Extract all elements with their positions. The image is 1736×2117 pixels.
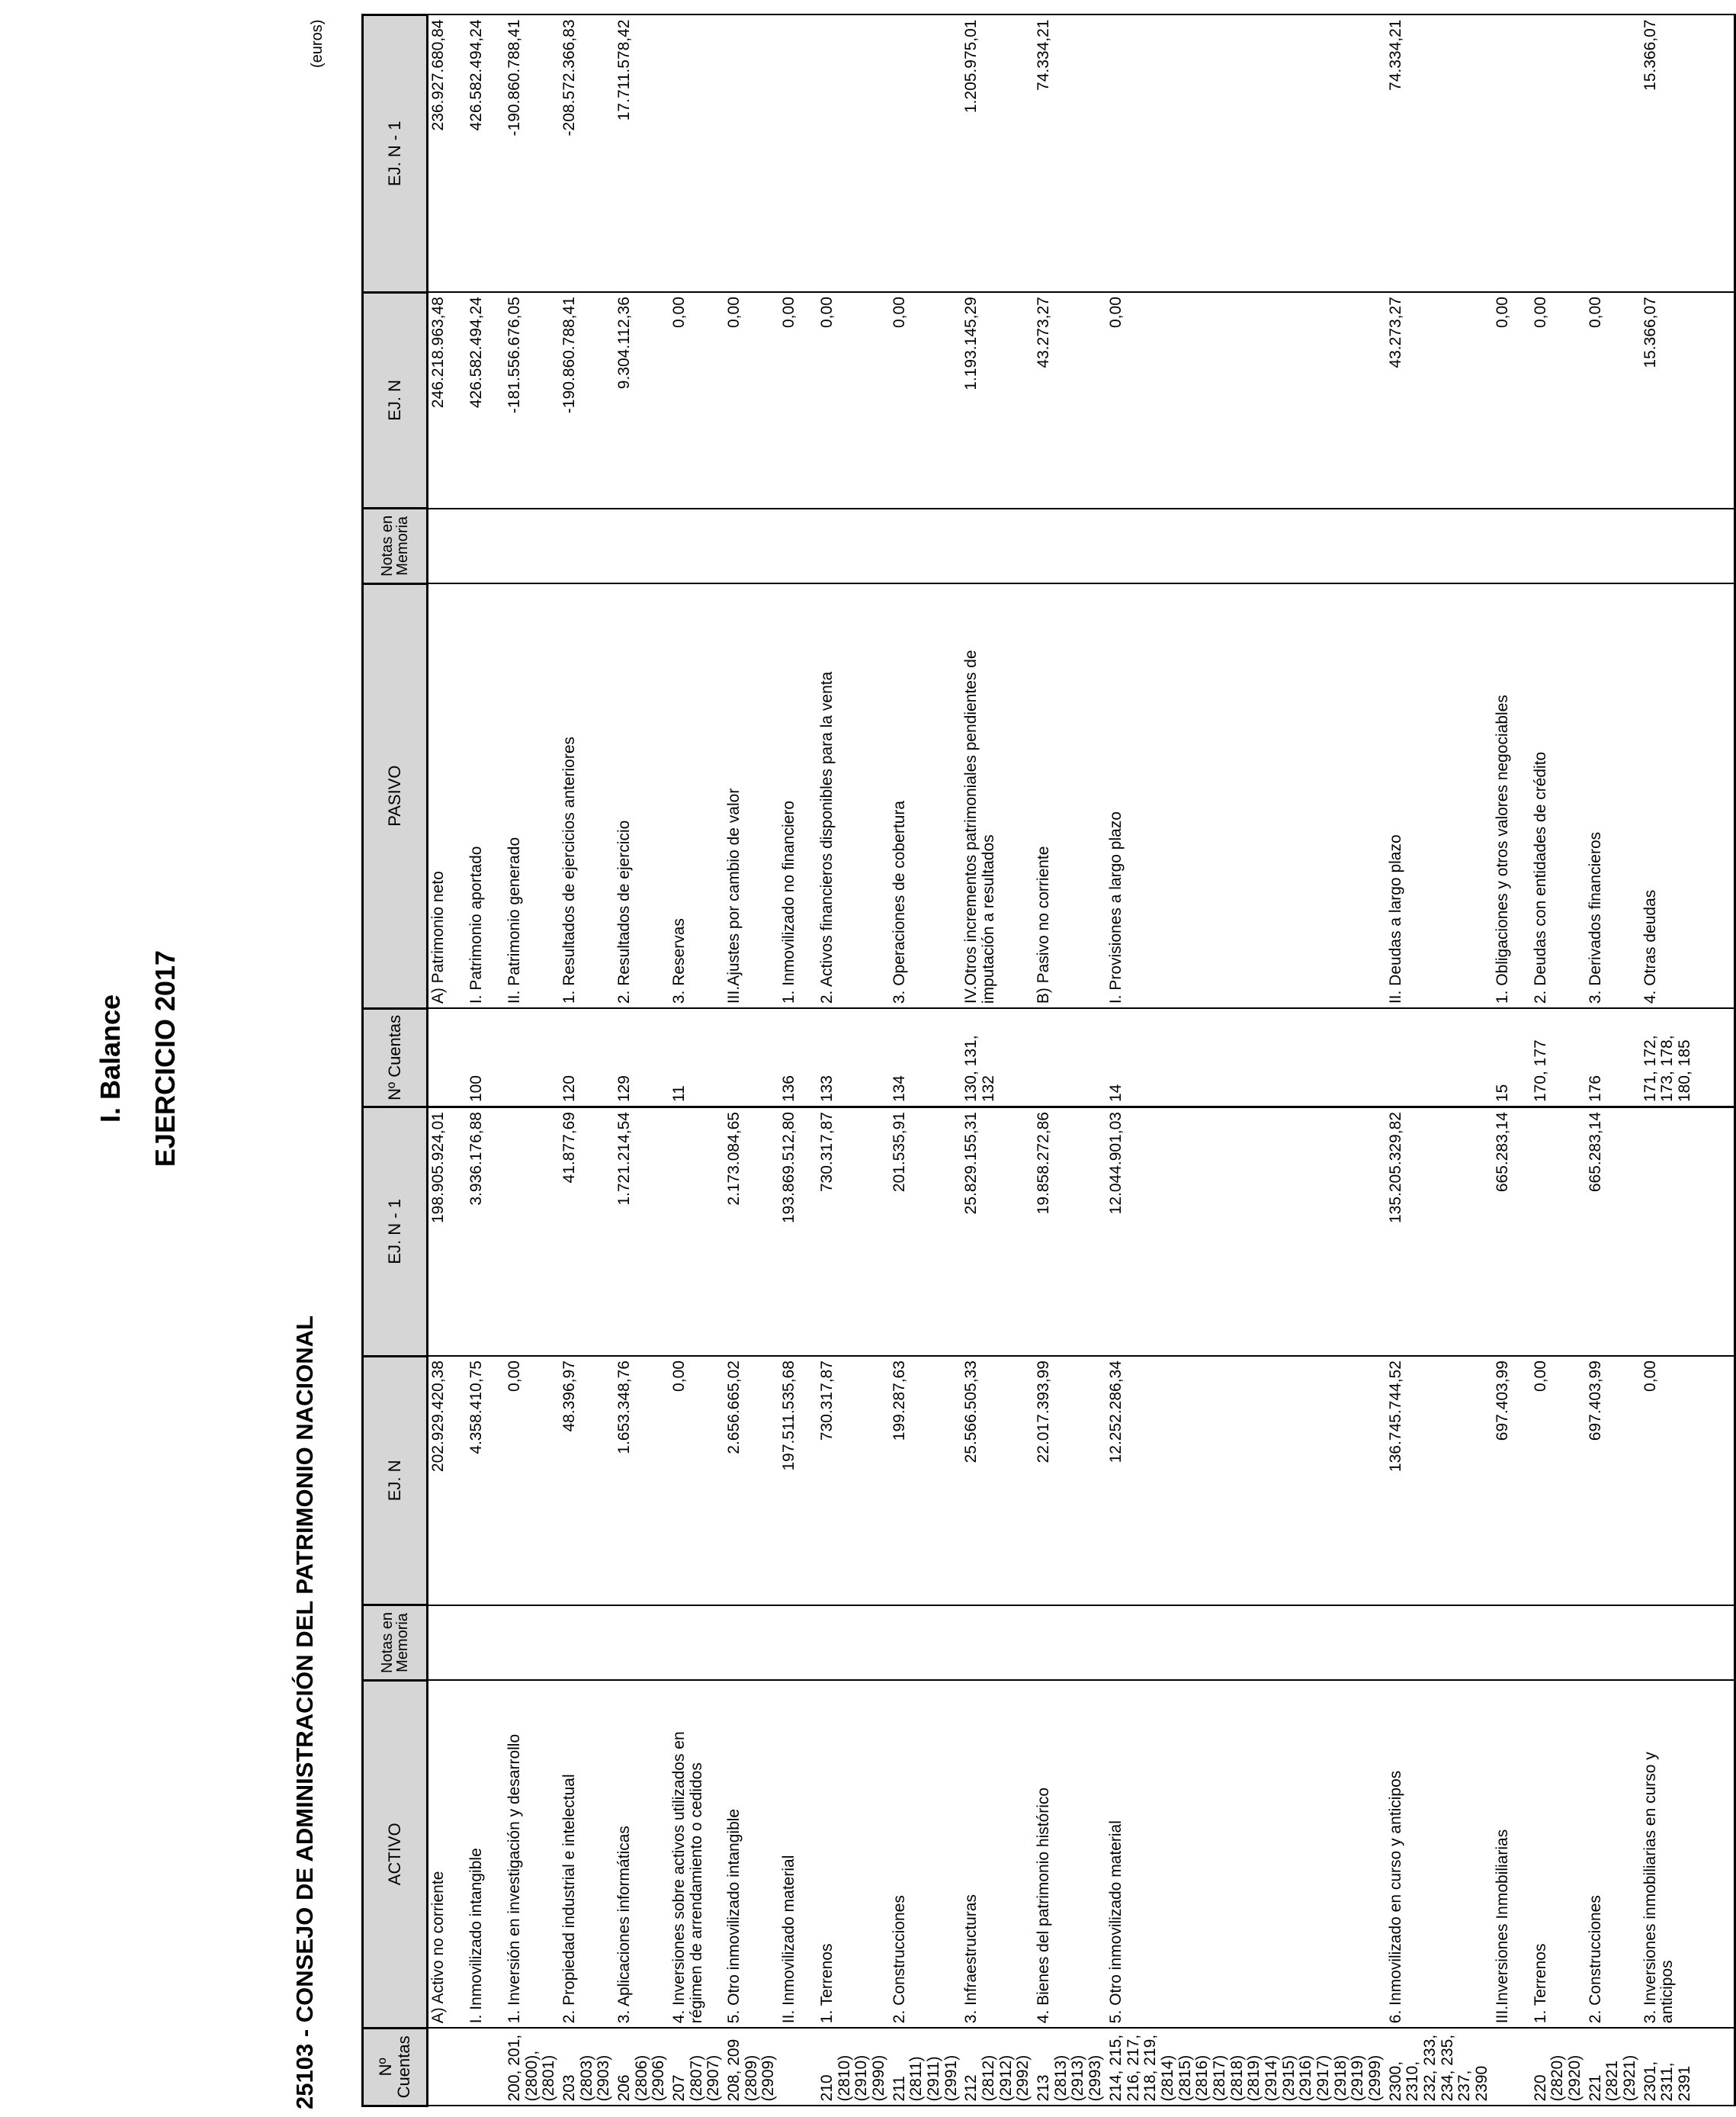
cell-activo-ej-n1: 19.858.272,86 [1034,1107,1106,1357]
table-row [724,15,779,2106]
cell-activo-label: 4. Bienes del patrimonio histórico [1034,1680,1106,2028]
cell-pasivo-cuentas: 15 [1493,1008,1531,1107]
cell-pasivo-ej-n: 246.218.963,48 [428,292,467,508]
cell-activo-notas [614,1605,669,1681]
cell-pasivo-label: 3. Reservas [669,583,724,1008]
cell-activo-label: 3. Infraestructuras [961,1680,1034,2028]
table-row [467,15,505,2106]
cell-activo-ej-n1: 41.877,69 [560,1107,614,1357]
cell-activo-ej-n: 136.745.744,52 [1386,1356,1493,1605]
cell-pasivo-notas [890,509,962,584]
report-subtitle: EJERCICIO 2017 [149,949,181,1168]
cell-pasivo-notas [560,509,614,584]
cell-pasivo-label: 3. Derivados financieros [1586,583,1641,1008]
cell-activo-label: 2. Construcciones [1586,1680,1641,2028]
cell-activo-cuentas: 203 (2803) (2903) [560,2028,614,2106]
cell-activo-notas [890,1605,962,1681]
cell-activo-cuentas: 214, 215, 216, 217, 218, 219, (2814) (2815) (2816) (2817) (2818) (2819) (2914) (2915) (2916) (2917) (2918) (2919) (2999) [1106,2028,1386,2106]
cell-pasivo-cuentas: 136 [779,1008,817,1107]
cell-activo-label: 6. Inmovilizado en curso y anticipos [1386,1680,1493,2028]
cell-pasivo-ej-n: 43.273,27 [1034,292,1106,508]
cell-activo-cuentas: 220 (2820) (2920) [1531,2028,1586,2106]
table-row [1106,15,1386,2106]
table-row [1586,15,1641,2106]
cell-activo-cuentas: 200, 201, (2800), (2801) [505,2028,560,2106]
cell-empty [1696,15,1735,293]
cell-pasivo-label: 1. Inmovilizado no financiero [779,583,817,1008]
cell-pasivo-cuentas: 129 [614,1008,669,1107]
cell-pasivo-notas [669,509,724,584]
header-pasivo-notas: Notas en Memoria [363,509,428,584]
cell-pasivo-ej-n1 [1493,15,1531,293]
cell-activo-cuentas [779,2028,817,2106]
cell-pasivo-ej-n1: 426.582.494,24 [467,15,505,293]
table-filler-row [1696,15,1735,2106]
cell-pasivo-cuentas [724,1008,779,1107]
cell-empty [1696,1107,1735,1357]
cell-pasivo-cuentas: 170, 177 [1531,1008,1586,1107]
cell-activo-ej-n1 [669,1107,724,1357]
header-activo-ej-n: EJ. N [363,1356,428,1605]
cell-activo-ej-n: 25.566.505,33 [961,1356,1034,1605]
cell-activo-ej-n: 202.929.420,38 [428,1356,467,1605]
cell-pasivo-ej-n1: -208.572.366,83 [560,15,614,293]
cell-pasivo-notas [1493,509,1531,584]
cell-pasivo-ej-n: 1.193.145,29 [961,292,1034,508]
cell-activo-ej-n: 2.656.665,02 [724,1356,779,1605]
cell-pasivo-label: 1. Obligaciones y otros valores negociables [1493,583,1531,1008]
cell-activo-cuentas: 221 (2821 (2921) [1586,2028,1641,2106]
cell-activo-ej-n: 197.511.535,68 [779,1356,817,1605]
cell-empty [1696,1605,1735,1681]
cell-pasivo-cuentas: 176 [1586,1008,1641,1107]
cell-activo-notas [1034,1605,1106,1681]
cell-activo-notas [1493,1605,1531,1681]
cell-pasivo-ej-n: 0,00 [1531,292,1586,508]
table-row [779,15,817,2106]
cell-activo-notas [817,1605,890,1681]
cell-pasivo-notas [1586,509,1641,584]
cell-pasivo-label: 2. Resultados de ejercicio [614,583,669,1008]
cell-pasivo-cuentas: 130, 131, 132 [961,1008,1034,1107]
table-row [505,15,560,2106]
cell-pasivo-label: 2. Activos financieros disponibles para la venta [817,583,890,1008]
cell-pasivo-ej-n1 [724,15,779,293]
cell-activo-ej-n1: 2.173.084,65 [724,1107,779,1357]
cell-activo-ej-n: 697.403,99 [1586,1356,1641,1605]
cell-activo-ej-n: 22.017.393,99 [1034,1356,1106,1605]
cell-activo-cuentas: 212 (2812) (2912) (2992) [961,2028,1034,2106]
cell-pasivo-cuentas: 11 [669,1008,724,1107]
cell-activo-ej-n1: 1.721.214,54 [614,1107,669,1357]
cell-activo-ej-n: 4.358.410,75 [467,1356,505,1605]
cell-activo-notas [1386,1605,1493,1681]
table-header-row [363,15,428,2106]
cell-activo-label: 1. Terrenos [1531,1680,1586,2028]
cell-pasivo-label: 3. Operaciones de cobertura [890,583,962,1008]
entity-name: 25103 - CONSEJO DE ADMINISTRACIÓN DEL PATRIMONIO NACIONAL [291,1315,318,2109]
cell-pasivo-label: IV.Otros incrementos patrimoniales pendientes de imputación a resultados [961,583,1034,1008]
cell-activo-ej-n1: 12.044.901,03 [1106,1107,1386,1357]
cell-activo-notas [505,1605,560,1681]
table-row [961,15,1034,2106]
cell-pasivo-ej-n: 0,00 [890,292,962,508]
cell-pasivo-label: I. Provisiones a largo plazo [1106,583,1386,1008]
balance-table [361,14,1736,2107]
cell-pasivo-ej-n: 0,00 [669,292,724,508]
cell-pasivo-notas [817,509,890,584]
cell-activo-cuentas [428,2028,467,2106]
cell-activo-notas [428,1605,467,1681]
table-row [1034,15,1106,2106]
cell-pasivo-notas [505,509,560,584]
table-row [1641,15,1696,2106]
cell-activo-label: 4. Inversiones sobre activos utilizados en régimen de arrendamiento o cedidos [669,1680,724,2028]
cell-pasivo-ej-n: -190.860.788,41 [560,292,614,508]
cell-activo-notas [669,1605,724,1681]
cell-pasivo-ej-n1 [817,15,890,293]
cell-pasivo-ej-n: 0,00 [779,292,817,508]
cell-pasivo-label: 4. Otras deudas [1641,583,1696,1008]
cell-activo-cuentas [467,2028,505,2106]
cell-activo-label: 2. Construcciones [890,1680,962,2028]
cell-pasivo-notas [428,509,467,584]
cell-activo-label: A) Activo no corriente [428,1680,467,2028]
cell-empty [1696,292,1735,508]
cell-pasivo-ej-n1 [1106,15,1386,293]
cell-activo-notas [1641,1605,1696,1681]
cell-activo-cuentas: 2301, 2311, 2391 [1641,2028,1696,2106]
cell-pasivo-notas [1641,509,1696,584]
cell-empty [1696,583,1735,1008]
cell-pasivo-ej-n: 43.273,27 [1386,292,1493,508]
cell-activo-label: 1. Terrenos [817,1680,890,2028]
cell-pasivo-ej-n1: 236.927.680,84 [428,15,467,293]
cell-pasivo-cuentas: 120 [560,1008,614,1107]
cell-activo-notas [1586,1605,1641,1681]
report-title: I. Balance [95,994,126,1123]
cell-pasivo-notas [1034,509,1106,584]
cell-activo-ej-n1 [1641,1107,1696,1357]
cell-activo-ej-n: 199.287,63 [890,1356,962,1605]
cell-activo-ej-n1: 665.283,14 [1586,1107,1641,1357]
cell-pasivo-notas [467,509,505,584]
cell-activo-label: 3. Aplicaciones informáticas [614,1680,669,2028]
cell-pasivo-notas [961,509,1034,584]
cell-activo-ej-n: 48.396,97 [560,1356,614,1605]
cell-activo-ej-n1: 201.535,91 [890,1107,962,1357]
cell-activo-cuentas [1493,2028,1531,2106]
cell-pasivo-label: III.Ajustes por cambio de valor [724,583,779,1008]
cell-pasivo-notas [779,509,817,584]
cell-activo-ej-n1 [505,1107,560,1357]
cell-activo-cuentas: 213 (2813) (2913) (2993) [1034,2028,1106,2106]
cell-empty [1696,2028,1735,2106]
cell-pasivo-ej-n: 426.582.494,24 [467,292,505,508]
table-row [614,15,669,2106]
cell-pasivo-notas [724,509,779,584]
cell-pasivo-ej-n: 0,00 [1586,292,1641,508]
header-pasivo: PASIVO [363,583,428,1008]
cell-activo-notas [1106,1605,1386,1681]
cell-pasivo-ej-n: 9.304.112,36 [614,292,669,508]
cell-activo-ej-n1: 730.317,87 [817,1107,890,1357]
cell-activo-ej-n1: 135.205.329,82 [1386,1107,1493,1357]
cell-pasivo-ej-n: 0,00 [724,292,779,508]
cell-activo-cuentas: 2300, 2310, 232, 233, 234, 235, 237, 2390 [1386,2028,1493,2106]
table-body [428,15,1735,2106]
cell-pasivo-label: 2. Deudas con entidades de crédito [1531,583,1586,1008]
cell-pasivo-notas [614,509,669,584]
cell-activo-ej-n: 1.653.348,76 [614,1356,669,1605]
cell-empty [1696,1680,1735,2028]
header-activo: ACTIVO [363,1680,428,2028]
cell-pasivo-ej-n: 0,00 [1106,292,1386,508]
cell-activo-ej-n: 0,00 [669,1356,724,1605]
cell-activo-cuentas: 206 (2806) (2906) [614,2028,669,2106]
table-row [428,15,467,2106]
table-row [890,15,962,2106]
table-row [817,15,890,2106]
header-activo-cuentas: Nº Cuentas [363,2028,428,2106]
cell-pasivo-ej-n1 [669,15,724,293]
cell-pasivo-ej-n1: 74.334,21 [1034,15,1106,293]
cell-activo-notas [467,1605,505,1681]
cell-activo-ej-n1 [1531,1107,1586,1357]
cell-pasivo-cuentas: 100 [467,1008,505,1107]
cell-empty [1696,1356,1735,1605]
cell-activo-label: 5. Otro inmovilizado material [1106,1680,1386,2028]
cell-pasivo-label: B) Pasivo no corriente [1034,583,1106,1008]
cell-pasivo-ej-n1 [1586,15,1641,293]
cell-pasivo-ej-n: 0,00 [817,292,890,508]
cell-pasivo-label: II. Patrimonio generado [505,583,560,1008]
cell-pasivo-label: A) Patrimonio neto [428,583,467,1008]
table-row [560,15,614,2106]
table-row [669,15,724,2106]
cell-pasivo-ej-n1: 74.334,21 [1386,15,1493,293]
cell-pasivo-ej-n1: 15.366,07 [1641,15,1696,293]
cell-activo-label: 1. Inversión en investigación y desarrollo [505,1680,560,2028]
cell-activo-ej-n: 0,00 [1531,1356,1586,1605]
header-activo-ej-n1: EJ. N - 1 [363,1107,428,1357]
cell-pasivo-cuentas: 133 [817,1008,890,1107]
cell-pasivo-notas [1106,509,1386,584]
cell-activo-label: III.Inversiones Inmobiliarias [1493,1680,1531,2028]
cell-pasivo-label: 1. Resultados de ejercicios anteriores [560,583,614,1008]
units-label: (euros) [309,19,326,68]
cell-activo-cuentas: 207 (2807) (2907) [669,2028,724,2106]
cell-pasivo-ej-n1: 1.205.975,01 [961,15,1034,293]
cell-activo-ej-n1: 665.283,14 [1493,1107,1531,1357]
cell-activo-ej-n: 0,00 [1641,1356,1696,1605]
cell-activo-notas [724,1605,779,1681]
cell-activo-ej-n: 697.403,99 [1493,1356,1531,1605]
cell-pasivo-ej-n1: 17.711.578,42 [614,15,669,293]
cell-activo-cuentas: 211 (2811) (2911) (2991) [890,2028,962,2106]
header-pasivo-cuentas: Nº Cuentas [363,1008,428,1107]
cell-pasivo-cuentas [1034,1008,1106,1107]
cell-activo-notas [779,1605,817,1681]
cell-empty [1696,1008,1735,1107]
header-pasivo-ej-n: EJ. N [363,292,428,508]
table-row [1493,15,1531,2106]
cell-activo-label: 3. Inversiones inmobiliarias en curso y anticipos [1641,1680,1696,2028]
cell-pasivo-cuentas [505,1008,560,1107]
cell-activo-label: I. Inmovilizado intangible [467,1680,505,2028]
cell-activo-ej-n: 730.317,87 [817,1356,890,1605]
cell-activo-ej-n: 12.252.286,34 [1106,1356,1386,1605]
cell-activo-label: II. Inmovilizado material [779,1680,817,2028]
cell-pasivo-ej-n1 [1531,15,1586,293]
cell-activo-cuentas: 210 (2810) (2910) (2990) [817,2028,890,2106]
table-row [1531,15,1586,2106]
cell-pasivo-cuentas: 14 [1106,1008,1386,1107]
cell-activo-ej-n1: 3.936.176,88 [467,1107,505,1357]
cell-pasivo-cuentas [1386,1008,1493,1107]
cell-pasivo-notas [1386,509,1493,584]
cell-pasivo-label: II. Deudas a largo plazo [1386,583,1493,1008]
table-row [1386,15,1493,2106]
cell-activo-ej-n1: 198.905.924,01 [428,1107,467,1357]
cell-activo-ej-n1: 193.869.512,80 [779,1107,817,1357]
cell-pasivo-ej-n1 [779,15,817,293]
cell-activo-ej-n: 0,00 [505,1356,560,1605]
cell-pasivo-ej-n: 15.366,07 [1641,292,1696,508]
cell-activo-ej-n1: 25.829.155,31 [961,1107,1034,1357]
cell-pasivo-cuentas: 134 [890,1008,962,1107]
cell-activo-notas [560,1605,614,1681]
cell-pasivo-ej-n: -181.556.676,05 [505,292,560,508]
cell-activo-label: 5. Otro inmovilizado intangible [724,1680,779,2028]
cell-pasivo-cuentas: 171, 172, 173, 178, 180, 185 [1641,1008,1696,1107]
cell-pasivo-ej-n: 0,00 [1493,292,1531,508]
header-activo-notas: Notas en Memoria [363,1605,428,1681]
cell-empty [1696,509,1735,584]
cell-pasivo-ej-n1 [890,15,962,293]
cell-activo-cuentas: 208, 209 (2809) (2909) [724,2028,779,2106]
cell-pasivo-cuentas [428,1008,467,1107]
cell-pasivo-notas [1531,509,1586,584]
cell-activo-notas [1531,1605,1586,1681]
cell-activo-notas [961,1605,1034,1681]
cell-pasivo-ej-n1: -190.860.788,41 [505,15,560,293]
cell-activo-label: 2. Propiedad industrial e intelectual [560,1680,614,2028]
cell-pasivo-label: I. Patrimonio aportado [467,583,505,1008]
header-pasivo-ej-n1: EJ. N - 1 [363,15,428,293]
